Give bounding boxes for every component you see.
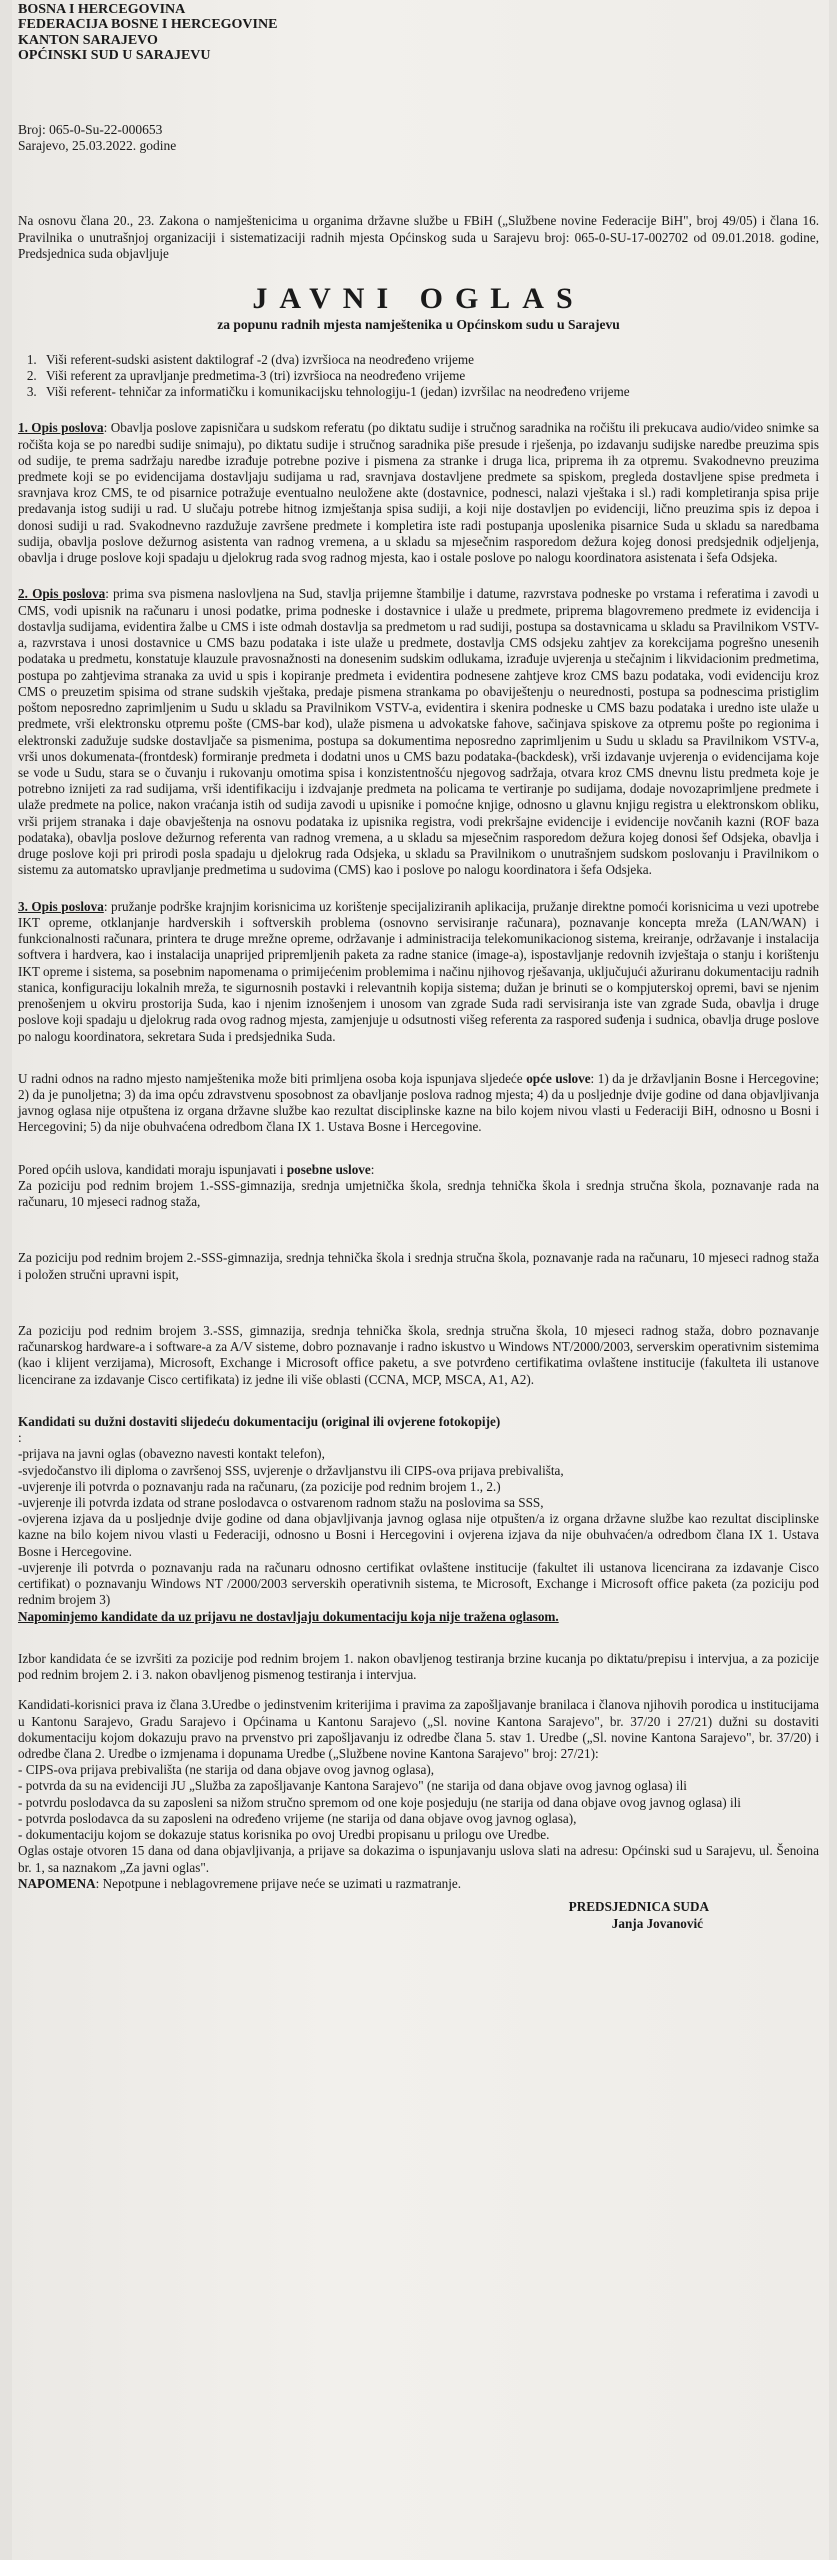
section-label: 3. Opis poslova <box>18 898 104 914</box>
document-item: -prijava na javni oglas (obavezno navesti kontakt telefon), <box>18 1446 325 1462</box>
general-conditions-label: opće uslove <box>526 1070 591 1086</box>
note-text: : Nepotpune i neblagovremene prijave neće se uzimati u razmatranje. <box>95 1875 462 1891</box>
special-condition-item: Za poziciju pod rednim brojem 2.-SSS-gimnazija, srednja tehnička škola i srednja stručna škola, poznavanje rada na računaru, 10 mjeseci radnog staža i položen stručni upravni ispit, <box>18 1250 819 1282</box>
required-documents <box>18 1414 819 1625</box>
veterans-item: - potvrda da su na evidenciji JU „Služba za zapošljavanje Kantona Sarajevo" (ne starija od dana objave ovog javnog oglasa) ili <box>18 1778 687 1794</box>
veterans-item: - dokumentaciju kojom se dokazuje status korisnika po ovoj Uredbi propisanu u prilogu ove Uredbe. <box>18 1827 550 1843</box>
veterans-priority <box>18 1697 819 1843</box>
court-header <box>18 0 819 64</box>
documents-heading-line <box>18 1414 819 1446</box>
documents-note: Napominjemo kandidate da uz prijavu ne dostavljaju dokumentaciju koja nije tražena oglasom. <box>18 1608 559 1624</box>
job-description-3 <box>18 899 819 1045</box>
header-line: FEDERACIJA BOSNE I HERCEGOVINE <box>18 17 278 33</box>
document-item: -ovjerena izjava da u posljednje dvije godine od dana objavljivanja javnog oglasa nije otpušten/a iz organa državne službe kao rezultat disciplinske kazne na bilo kojem nivou vlasti u Federaciji, odnosno u Bosni i Hercegovini i ovjerena izjava da nije obuhvaćen/a odredbom člana IX 1. Ustava Bosne i Hercegovine. <box>18 1511 819 1559</box>
document-item: -uvjerenje ili potvrda o poznavanju rada na računaru odnosno certifikat ovlaštene institucije (fakultet ili ustanova licencirana za izdavanje Cisco certifikat) o poznavanju Windows NT /2000/2003 serverskih operativnih sistema, te Microsoft, Exchange i Microsoft office paketa (za poziciju pod rednim brojem 3) <box>18 1559 819 1608</box>
positions-list <box>18 352 819 401</box>
ad-title: JAVNI OGLAS <box>252 282 585 316</box>
veterans-intro: Kandidati-korisnici prava iz člana 3.Uredbe o jedinstvenim kriterijima i pravima za zapošljavanje branilaca i članova njihovih porodica u institucijama u Kantonu Sarajevo, Gradu Sarajevo i Općinama u Kantonu Sarajevo („Sl. novine Kantona Sarajevo", br. 37/20 i 27/21) dužni su dostaviti dokumentaciju kojom dokazuju pravo na prvenstvo pri zapošljavanju iz odredbe člana 5. stav 1. Uredbe („Sl. novine Kantona Sarajevo", br. 37/20) i odredbe člana 2. Uredbe o izmjenama i dopunama Uredbe („Službene novine Kantona Sarajevo" broj: 27/21): <box>18 1697 819 1762</box>
note-paragraph <box>18 1876 819 1892</box>
section-label: 2. Opis poslova <box>18 586 106 602</box>
position-item: 3. Viši referent- tehničar za informatičku i komunikacijsku tehnologiju-1 (jedan) izvršilac na neodređeno vrijeme <box>40 384 819 400</box>
special-conditions-intro <box>18 1162 819 1178</box>
veterans-item: - CIPS-ova prijava prebivališta (ne starija od dana objave ovog javnog oglasa), <box>18 1762 435 1778</box>
section-label: 1. Opis poslova <box>18 420 104 436</box>
document-item: -svjedočanstvo ili diploma o završenoj SSS, uvjerenje o državljanstvu ili CIPS-ova prijava prebivališta, <box>18 1462 564 1478</box>
special-conditions-colon: : <box>370 1161 375 1177</box>
job-description-2 <box>18 586 819 878</box>
job-description-1 <box>18 420 819 566</box>
header-line: OPĆINSKI SUD U SARAJEVU <box>18 48 211 64</box>
general-conditions-intro: U radni odnos na radno mjesto namještenika može biti primljena osoba koja ispunjava sljedeće <box>18 1070 527 1086</box>
section-text: : pružanje podrške krajnjim korisnicima uz korištenje specijaliziranih aplikacija, pružanje direktne pomoći korisnicima u vezi upotrebe IKT opreme, otklanjanje hardverskih i softverskih problema (osnovno servisiranje računara), poznavanje koncepta mreža (LAN/WAN) i funkcionalnosti računara, printera te druge mrežne opreme, održavanje i administracija telekomunikacionog sistema, kreiranje, održavanje i instalacija softvera i hardvera, kao i instalacija unaprijed pripremljenih paketa za radne stanice (image-a), ispostavljanje redovnih izvještaja o stanju i korištenju IKT opreme i sistema, sa posebnim napomenama o primijećenim problemima i načinu njihovog rješavanja, uključujući ažuriranu dokumentaciju radnih stanica, konfiguraciju lokalnih mreža, te sigurnosnih postavki i relevantnih kopija sistema; dužan je brinuti se o kompjuterskoj opremi, bavi se njenim prenošenjem u okviru prostorija Suda, kao i njenim iznošenjem i unosom van zgrade Suda radi servisiranja iste van zgrade Suda, obavlja i druge poslove koji spadaju u djelokrug rada ovog radnog mjesta, zamjenjuje u odsutnosti višeg referenta za raspored suđenja i sudnica, obavlja druge poslove po nalogu koordinatora, sekretara Suda i predsjednika Suda. <box>18 898 819 1044</box>
document-item: -uvjerenje ili potvrda o poznavanju rada na računaru, (za pozicije pod rednim brojem 1., 2.) <box>18 1478 501 1494</box>
reference-number: Broj: 065-0-Su-22-000653 <box>18 121 163 137</box>
signature-block <box>18 1898 819 1932</box>
header-line: KANTON SARAJEVO <box>18 32 158 48</box>
note-label: NAPOMENA <box>18 1875 96 1891</box>
header-line: BOSNA I HERCEGOVINA <box>18 2 186 17</box>
position-item: 2. Viši referent za upravljanje predmetima-3 (tri) izvršioca na neodređeno vrijeme <box>40 368 819 384</box>
intro-paragraph: Na osnovu člana 20., 23. Zakona o namještenicima u organima državne službe u FBiH („Službene novine Federacije BiH", broj 49/05) i člana 16. Pravilnika o unutrašnjoj organizaciji i sistematizaciji radnih mjesta Općinskog suda u Sarajevu broj: 065-0-SU-17-002702 od 09.01.2018. godine, Predsjednica suda objavljuje <box>18 213 819 261</box>
reference-block <box>18 122 819 156</box>
signature-title: PREDSJEDNICA SUDA <box>568 1899 709 1915</box>
section-text: : prima sva pismena naslovljena na Sud, stavlja prijemne štambilje i datume, razvrstava podneske po vrstama i referatima i zavodi u CMS, vodi upisnik na računaru i unosi podatke, prima podneske i dostavnice i ulaže u predmete, priprema blagovremeno predmete iz evidencija i dostavlja sudijama, evidentira žalbe u CMS i iste odmah dostavlja sa predmetom u rad sudiji, postupa sa dostavnicama u skladu sa Pravilnikom VSTV-a, razvrstava i unosi dostavnice u CMS bazu podataka i iste ulaže u predmete, dostavlja CMS odsjeku zahtjev za korekcijama pogrešno unesenih podataka u predmetu, konstatuje klauzule pravosnažnosti na donesenim sudskim odlukama, izrađuje uvjerenja u stečajnim i likvidacionim predmetima, postupa po zahtjevima stranaka za uvid u spis i kopiranje predmeta i evidentira podnesene zahtjeve kroz CMS bazu podataka, vodi evidenciju kroz CMS o preuzetim spisima od strane sudskih vještaka, predaje pismena strankama po obaviještenju o neurednosti, postupa sa podnescima pristiglim poštom neposredno zaprimljenim u Sudu u skladu sa Pravilnikom VSTV-a, evidentira i skenira podneske u CMS bazu podataka i uredno iste ulaže u predmete, vrši elektronsku otpremu pošte (CMS-bar kod), ulaže pismena u advokatske fahove, sačinjava spiskove za otpremu pošte po regionima i elektronski zadužuje sudske dostavljače sa pismenima, postupa sa dokumentima neposredno zaprimljenim u Sudu u skladu sa Pravilnikom VSTV-a, vrši unos dokumenata-(frontdesk) formiranje predmeta i dodatni unos u CMS bazu podataka-(backdesk), vrši izdavanje uvjerenja o evidencijama koje se vode u Sudu, stara se o čuvanju i rukovanju omotima spisa i konzistentnošću njegovog sadržaja, otvara kroz CMS dnevnu listu predmeta koje je potrebno iznijeti za rad sudijama, vrši identifikaciju i izdvajanje predmeta na policama te vertiranje po sudijama, dodaje novozaprimljene predmete i ulaže predmete na police, nakon vraćanja istih od sudija zavodi u upisnike i pomoćne knjige, odnosno u glavnu knjigu registra u elektronskom obliku, vrši prijem stranaka i daje obavještenja na osnovu podataka iz upisnika registra, vodi prekršajne evidencije i evidencije novčanih kazni (ROF baza podataka), obavlja poslove dežurnog referenta van radnog vremena, a u skladu sa mjesečnim rasporedom dežura kojeg donosi šef Odsjeka, obavlja i druge poslove koji pri prirodi posla spadaju u djelokrug rada Odsjeka, u skladu sa Pravilnikom o unutrašnjem sudskom poslovanju i Pravilnikom o sistemu za automatsko upravljanje predmetima u sudovima (CMS) kao i poslove po nalogu koordinatora i šefa Odsjeka. <box>18 586 819 878</box>
special-condition-item: Za poziciju pod rednim brojem 1.-SSS-gimnazija, srednja umjetnička škola, srednja tehnička škola i srednja stručna škola, poznavanje rada na računaru, 10 mjeseci radnog staža, <box>18 1177 819 1210</box>
veterans-item: - potvrda poslodavca da su zaposleni na određeno vrijeme (ne starija od dana objave ovog javnog oglasa), <box>18 1810 577 1826</box>
deadline-paragraph: Oglas ostaje otvoren 15 dana od dana objavljivanja, a prijave sa dokazima o ispunjavanju uslova slati na adresu: Općinski sud u Sarajevu, ul. Šenoina br. 1, sa naznakom „Za javni oglas". <box>18 1843 819 1875</box>
section-text: : Obavlja poslove zapisničara u sudskom referatu (po diktatu sudije i stručnog saradnika na ročištu ili prekucava audio/video snimke sa ročišta koja se po naredbi sudije snimaju), po diktatu sudije i stručnog saradnika piše presude i rješenja, po izdavanju sudijske naredbe preuzima spis od sudije, te prema sadržaju naredbe izrađuje potrebne pozive i pismena za stranke i druga lica, priprema ih za otpremu. Svakodnevno preuzima predmete koji se po evidencijama dostavljaju sudijama u rad, sravnjava dostavljene predmete sa spiskom, pregleda dostavljene spise predmeta i sravnjava kroz CMS, te od pisarnice potražuje eventualno neuložene akte (dostavnice, podnesci, nalazi vještaka i sl.) radi kompletiranja spisa prije predavanja istog sudiji u rad. U slučaju potrebe hitnog izmještanja spisa sudiji, a koji nije dostavljen po evidenciji, lično preuzima spis iz depoa i donosi sudiji u rad. Svakodnevno razdužuje završene predmete i kompletira iste radi postupanja uposlenika pisarnice Suda u skladu sa naredbama sudija, obavlja poslove dežurnog asistenta van radnog vremena, a u skladu sa mjesečnim rasporedom dežura kojeg donosi predsjednik odjeljenja, obavlja i druge poslove koji spadaju u djelokrug rada svog radnog mjesta, kao i ostale poslove po nalogu koordinatora asistenata i šefa Odsjeka. <box>18 420 819 566</box>
document-item: -uvjerenje ili potvrda izdata od strane poslodavca o ostvarenom radnom stažu na poslovima sa SSS, <box>18 1494 544 1510</box>
general-conditions <box>18 1071 819 1136</box>
veterans-item: - potvrdu poslodavca da su zaposleni sa nižom stručno spremom od one koje posjeduju (ne starija od dana objave ovog javnog oglasa) ili <box>18 1794 741 1810</box>
special-condition-item: Za poziciju pod rednim brojem 3.-SSS, gimnazija, srednja tehnička škola, srednja stručna škola, 10 mjeseci radnog staža, dobro poznavanje računarskog hardware-a i software-a za A/V sisteme, dobro poznavanje i radno iskustvo u Windows NT/2000/2003, serverskim operativnim sistemima (kao i klijent verzijama), Microsoft, Exchange i Microsoft office paketu, a sve potvrđeno certifikatima ovlaštene institucije (fakulteta ili ustanove licencirane za izdavanje Cisco certifikata) iz jedne ili više oblasti (CCNA, MCP, MSCA, A1, A2). <box>18 1322 819 1387</box>
documents-heading: Kandidati su dužni dostaviti slijedeću dokumentaciju (original ili ovjerene fotokopije) <box>18 1413 501 1429</box>
special-conditions-intro-text: Pored općih uslova, kandidati moraju ispunjavati i <box>18 1161 287 1177</box>
reference-date: Sarajevo, 25.03.2022. godine <box>18 138 177 154</box>
documents-heading-colon: : <box>18 1430 22 1446</box>
signature-name: Janja Jovanović <box>611 1916 703 1932</box>
ad-document <box>12 0 829 2560</box>
general-conditions-text: : 1) da je državljanin Bosne i Hercegovine; 2) da je punoljetna; 3) da ima opću zdravstvenu sposobnost za obavljanje poslova radnog mjesta; 4) da u posljednje dvije godine od dana objavljivanja javnog oglasa nije otpuštena iz organa državne službe kao rezultat disciplinske kazne na bilo kojem nivou vlasti u Federaciji BiH, odnosno u Bosni i Hercegovini; 5) da nije obuhvaćena odredbom člana IX 1. Ustava Bosne i Hercegovine. <box>18 1070 819 1135</box>
position-item: 1. Viši referent-sudski asistent daktilograf -2 (dva) izvršioca na neodređeno vrijeme <box>40 352 819 368</box>
ad-subtitle: za popunu radnih mjesta namještenika u Općinskom sudu u Sarajevu <box>217 317 620 333</box>
special-conditions-label: posebne uslove <box>286 1161 371 1177</box>
selection-testing: Izbor kandidata će se izvršiti za pozicije pod rednim brojem 1. nakon obavljenog testiranja brzine kucanja po diktatu/prepisu i intervjua, a za pozicije pod rednim brojem 2. i 3. nakon obavljenog pismenog testiranja i intervjua. <box>18 1650 819 1683</box>
